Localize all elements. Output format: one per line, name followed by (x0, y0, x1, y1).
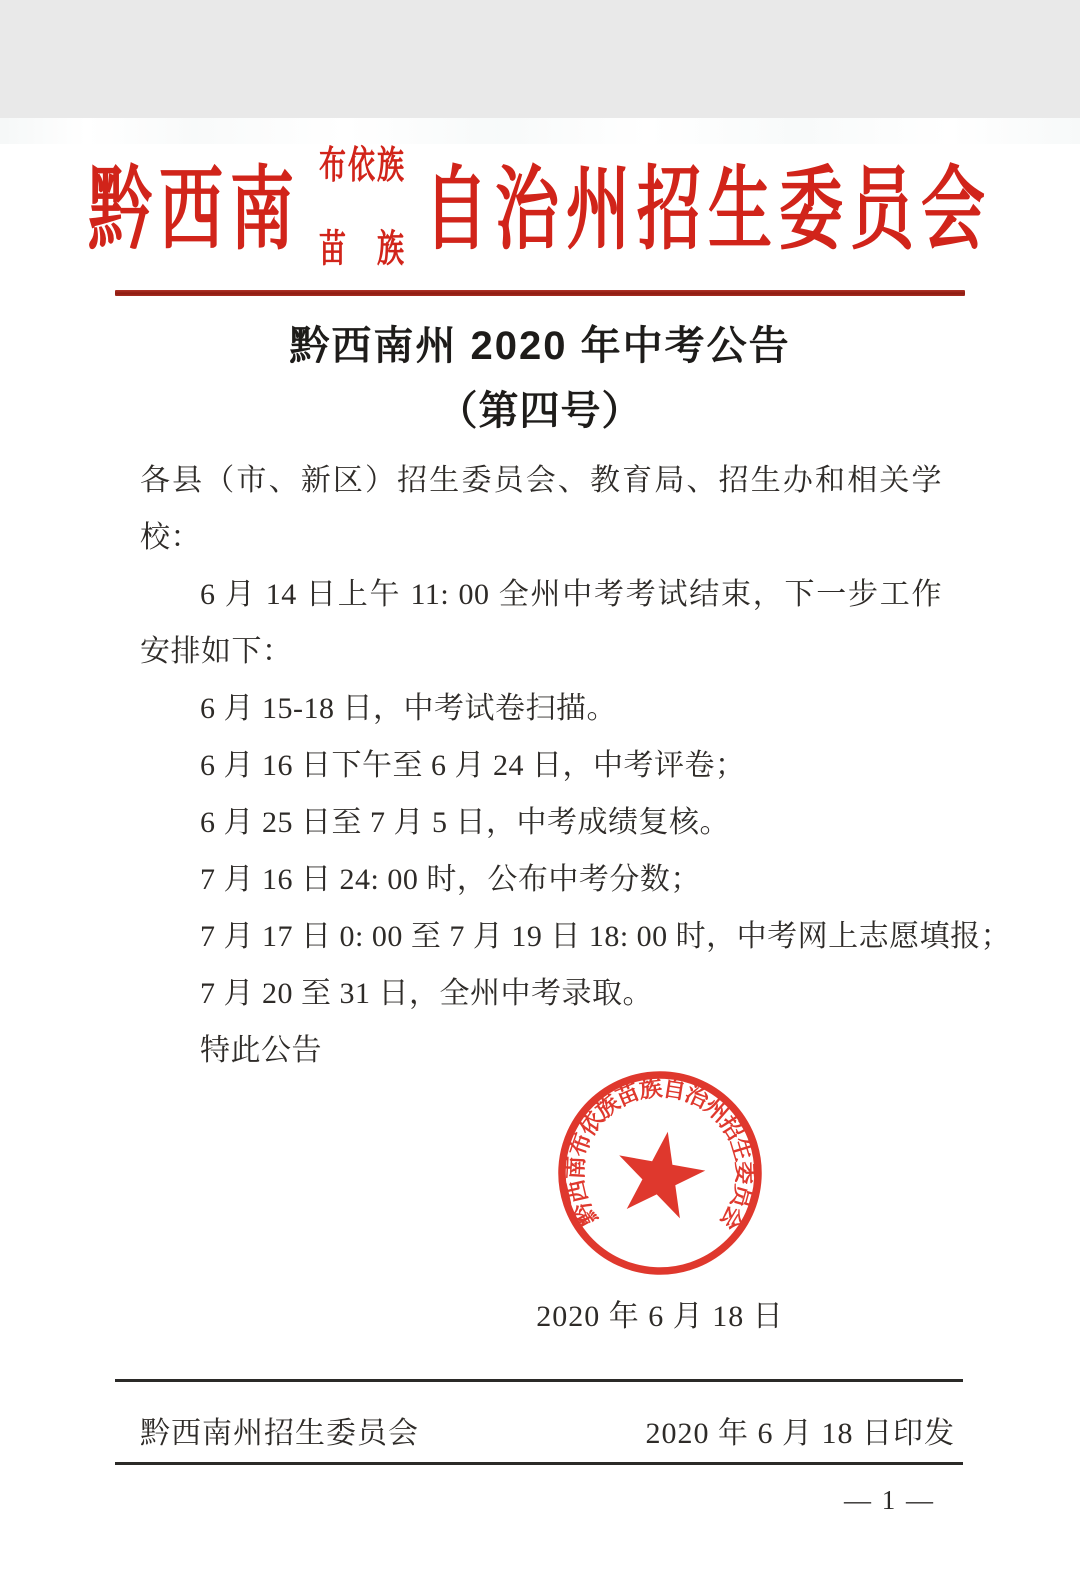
letterhead-prefecture-name: 黔西南 (88, 159, 301, 261)
document-footer (115, 1379, 963, 1465)
document-title: 黔西南州 2020 年中考公告 (289, 324, 791, 368)
schedule-line: 7 月 16 日 24: 00 时，公布中考分数； (200, 863, 701, 896)
document-body (140, 452, 1012, 1079)
seal-ring-text: 黔西南布依族苗族自治州招生委员会 (562, 1075, 758, 1233)
schedule-line: 7 月 20 至 31 日，全州中考录取。 (200, 977, 653, 1010)
page-number: — 1 — (844, 1485, 935, 1515)
schedule-line: 6 月 16 日下午至 6 月 24 日，中考评卷； (200, 749, 746, 782)
schedule-line: 7 月 17 日 0: 00 至 7 月 19 日 18: 00 时，中考网上志愿填报； (200, 920, 1012, 953)
letterhead-ethnic-bottom: 苗 族 (319, 227, 406, 271)
intro-paragraph: 6 月 14 日上午 11: 00 全州中考考试结束，下一步工作安排如下： (140, 578, 942, 668)
letterhead-ethnic-top: 布依族 (319, 143, 406, 187)
footer-bottom-rule (115, 1462, 963, 1465)
letterhead (0, 83, 1080, 322)
salutation-line: 各县（市、新区）招生委员会、教育局、招生办和相关学校： (140, 464, 942, 554)
footer-print-date: 2020 年 6 月 18 日印发 (645, 1417, 955, 1450)
schedule-line: 6 月 25 日至 7 月 5 日，中考成绩复核。 (200, 806, 730, 839)
footer-issuer: 黔西南州招生委员会 (140, 1417, 419, 1450)
signature-block (498, 1067, 822, 1335)
letterhead-committee-name: 自治州招生委员会 (424, 159, 992, 261)
document-page (0, 118, 1080, 1578)
schedule-line: 6 月 15-18 日，中考试卷扫描。 (200, 692, 617, 725)
closing-line: 特此公告 (200, 1034, 322, 1067)
official-seal (554, 1067, 766, 1279)
seal-star-icon (610, 1124, 711, 1221)
letterhead-ethnic-stack (319, 131, 406, 273)
document-subtitle: （第四号） (437, 389, 643, 433)
signature-date: 2020 年 6 月 18 日 (536, 1300, 784, 1333)
